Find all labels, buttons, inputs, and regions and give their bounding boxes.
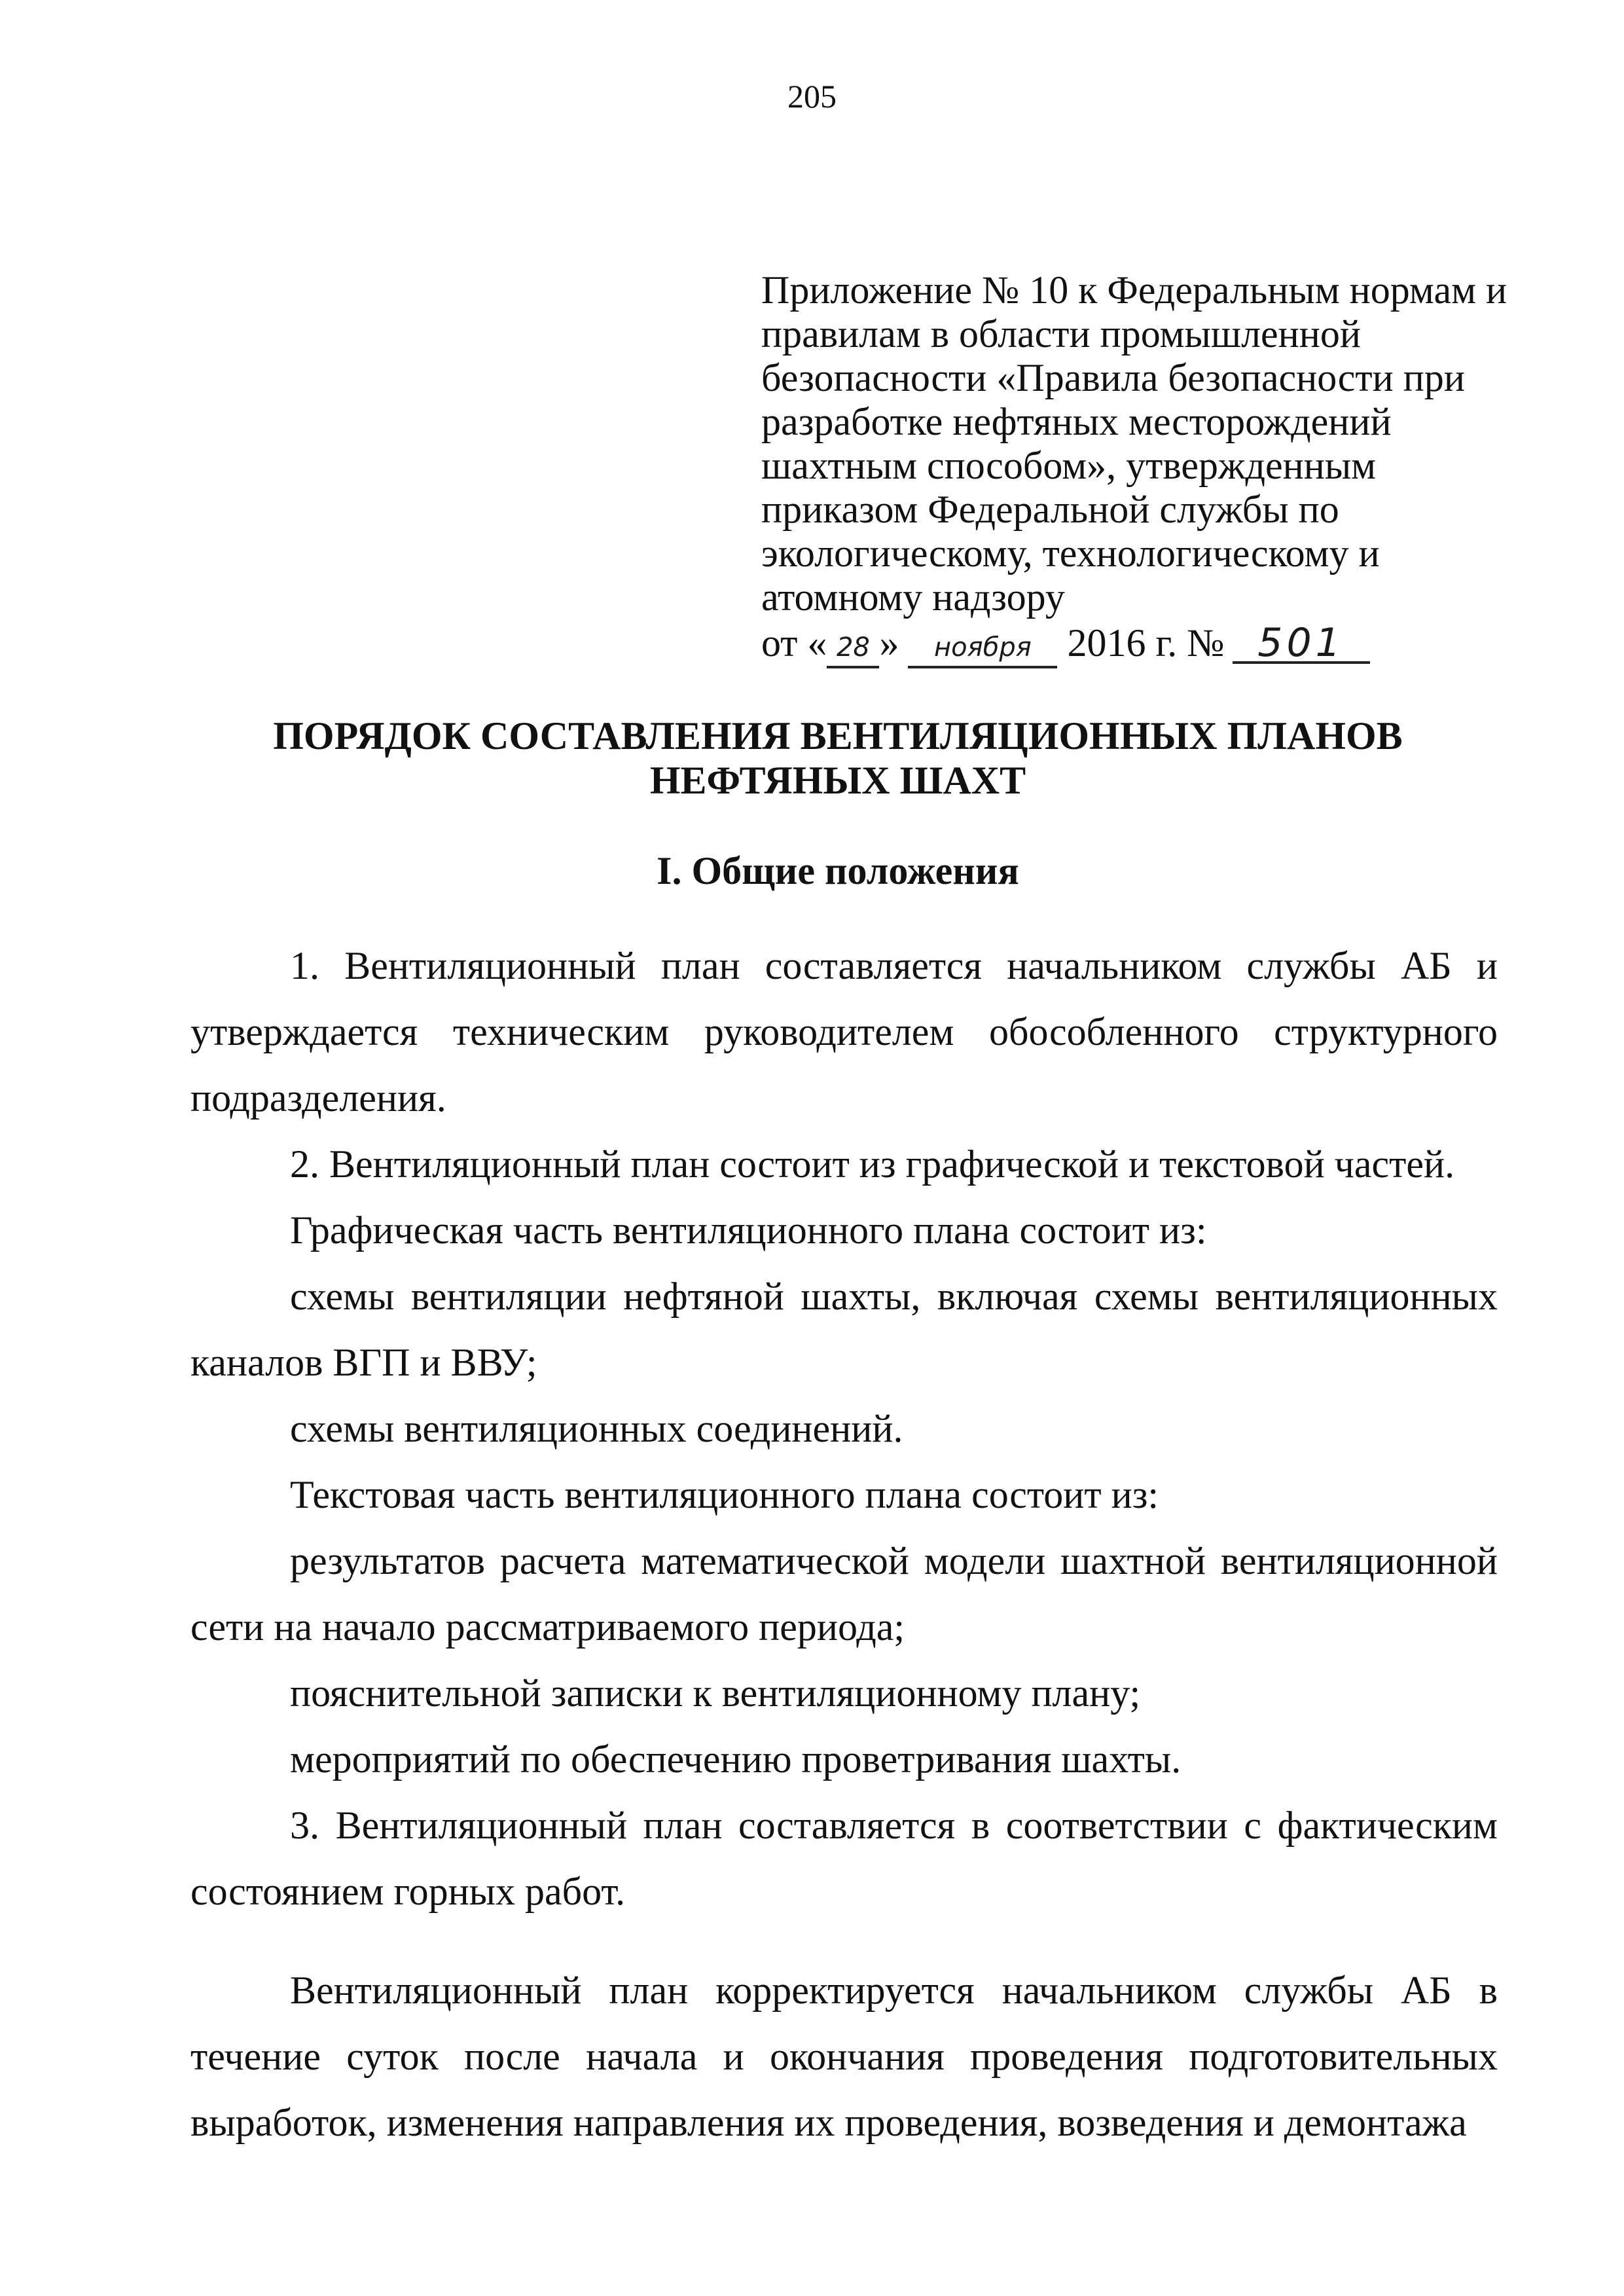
appendix-line: приказом Федеральной службы по bbox=[761, 488, 1339, 531]
handwritten-order-number: 501 bbox=[1233, 625, 1370, 664]
handwritten-month: ноября bbox=[908, 629, 1057, 668]
appendix-line: безопасности «Правила безопасности при bbox=[761, 356, 1465, 399]
paragraph: Вентиляционный план корректируется начальником службы АБ в течение суток после начала и окончания проведения подготовительных выработок, изменения направления их проведения, возведения и демонтажа bbox=[190, 1969, 1498, 2144]
paragraph: мероприятий по обеспечению проветривания шахты. bbox=[290, 1738, 1182, 1781]
paragraph: схемы вентиляции нефтяной шахты, включая схемы вентиляционных каналов ВГП и ВВУ; bbox=[190, 1275, 1498, 1384]
body-text bbox=[190, 933, 1498, 2156]
paragraph: результатов расчета математической модели шахтной вентиляционной сети на начало рассматриваемого периода; bbox=[190, 1539, 1498, 1649]
title-line-2: НЕФТЯНЫХ ШАХТ bbox=[649, 759, 1026, 802]
appendix-line: правилам в области промышленной bbox=[761, 312, 1361, 355]
document-title bbox=[196, 714, 1479, 803]
paragraph: схемы вентиляционных соединений. bbox=[290, 1407, 903, 1450]
appendix-line: разработке нефтяных месторождений bbox=[761, 400, 1392, 443]
paragraph: 1. Вентиляционный план составляется начальником службы АБ и утверждается техническим руководителем обособленного структурного подразделения. bbox=[190, 944, 1498, 1120]
paragraph: Текстовая часть вентиляционного плана состоит из: bbox=[290, 1473, 1159, 1516]
paragraph: пояснительной записки к вентиляционному плану; bbox=[290, 1671, 1141, 1715]
date-quote-close: » bbox=[879, 621, 899, 665]
paragraph: Графическая часть вентиляционного плана состоит из: bbox=[290, 1209, 1207, 1252]
paragraph: 3. Вентиляционный план составляется в соответствии с фактическим состоянием горных работ. bbox=[190, 1804, 1498, 1913]
date-year: 2016 г. № bbox=[1067, 621, 1225, 665]
paragraph: 2. Вентиляционный план состоит из графической и текстовой частей. bbox=[290, 1142, 1455, 1186]
appendix-line: шахтным способом», утвержденным bbox=[761, 444, 1377, 487]
title-line-1: ПОРЯДОК СОСТАВЛЕНИЯ ВЕНТИЛЯЦИОННЫХ ПЛАНОВ bbox=[273, 714, 1403, 757]
appendix-note bbox=[761, 268, 1521, 668]
section-heading: I. Общие положения bbox=[657, 849, 1019, 892]
page-number: 205 bbox=[787, 78, 837, 115]
handwritten-day: 28 bbox=[827, 629, 879, 668]
appendix-line: Приложение № 10 к Федеральным нормам и bbox=[761, 268, 1507, 312]
date-prefix: от « bbox=[761, 621, 827, 665]
order-date-line bbox=[761, 621, 1521, 668]
appendix-line: экологическому, технологическому и bbox=[761, 532, 1380, 575]
appendix-line: атомному надзору bbox=[761, 575, 1065, 619]
